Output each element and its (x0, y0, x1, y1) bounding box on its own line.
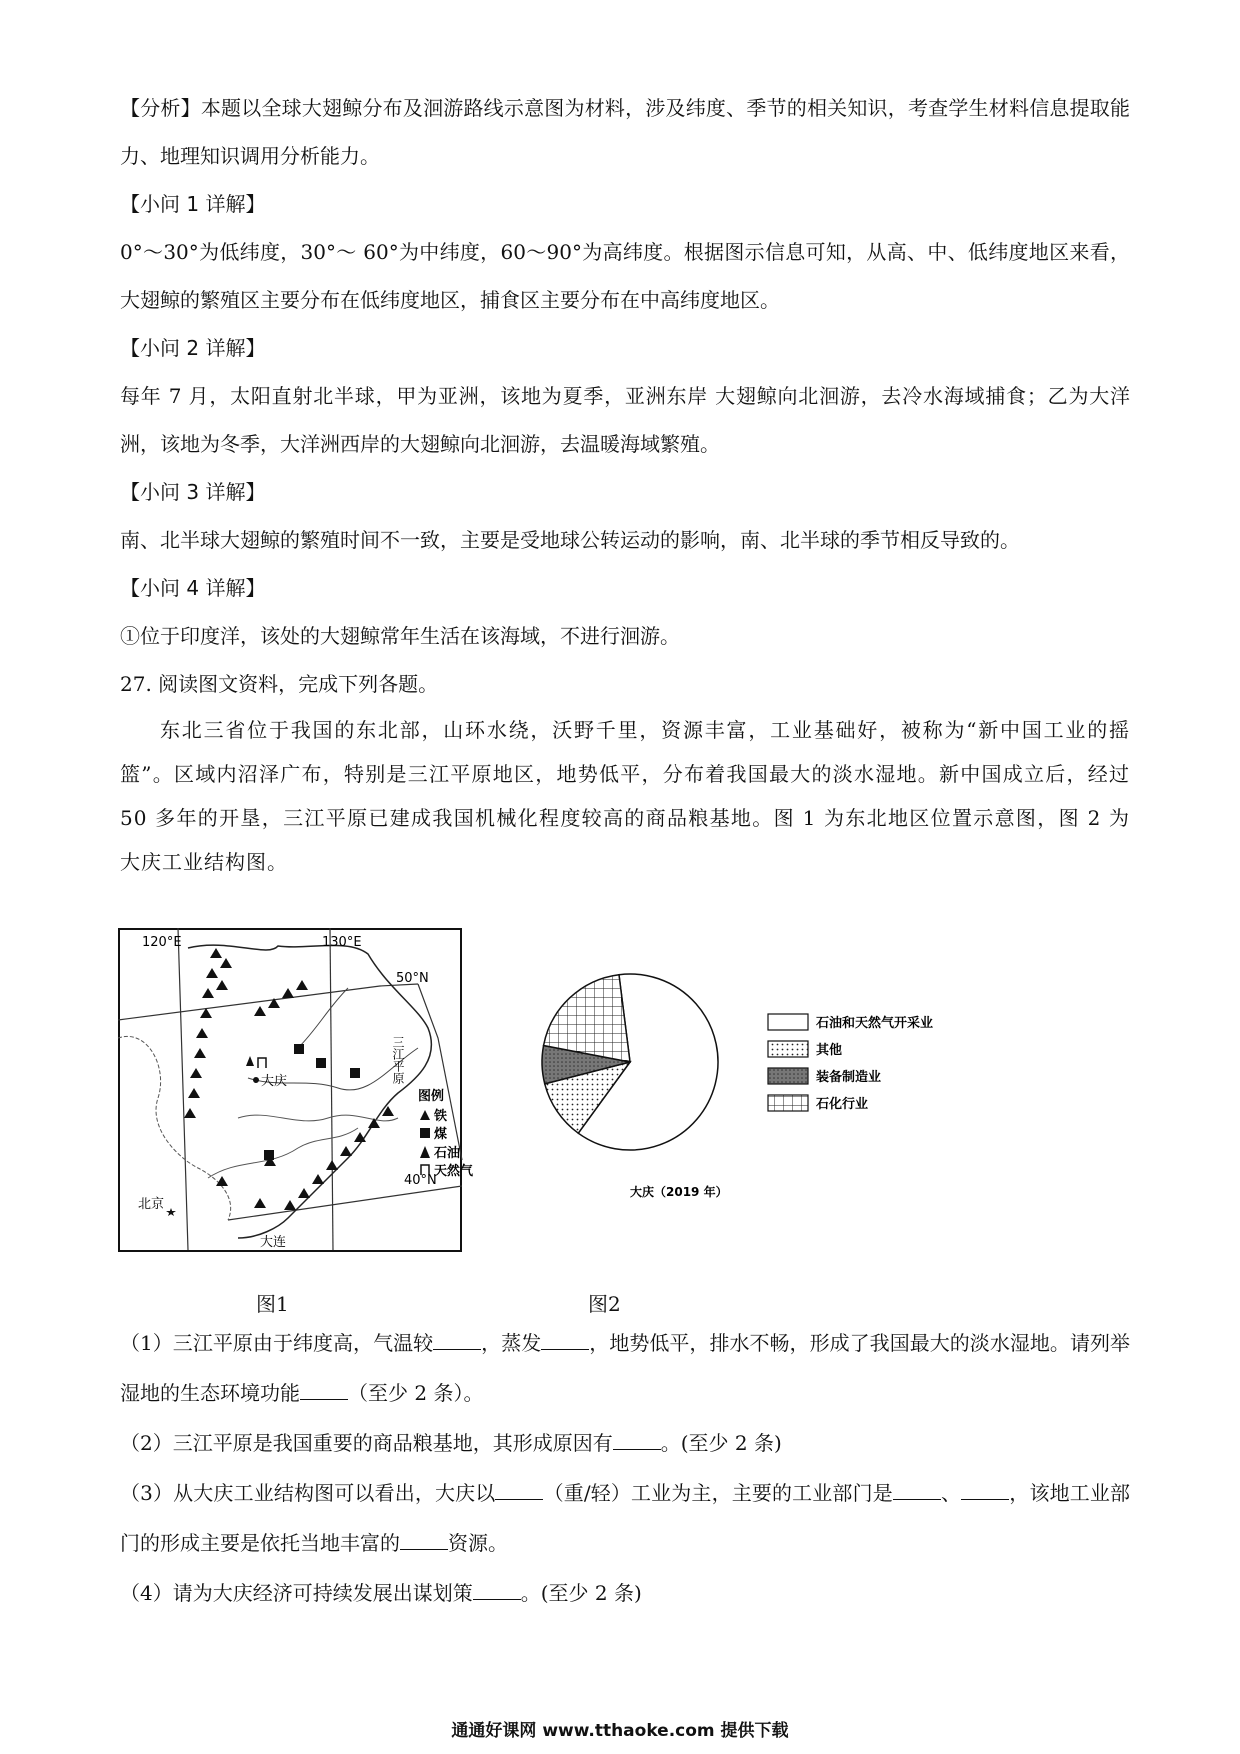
figure-1-caption: 图1 (256, 1292, 289, 1316)
region-sanjiang: 三江平原 (391, 1036, 405, 1084)
daqing-point (253, 1077, 259, 1083)
q2-part-a: （2）三江平原是我国重要的商品粮基地，其形成原因有 (120, 1431, 613, 1455)
coal-symbol-2 (316, 1058, 326, 1068)
figure-2-caption: 图2 (588, 1292, 621, 1316)
q3-blank-3[interactable] (961, 1479, 1009, 1500)
legend-title: 图例 (418, 1089, 445, 1104)
legend-item-gas: 天然气 (434, 1164, 474, 1179)
q1-part-b: ，蒸发 (481, 1331, 542, 1355)
q1-part-c: ，地势低平，排水不畅，形成了我国最大的淡水湿地。请列举湿地的生态环境功能 (120, 1331, 1130, 1405)
q1-text: 0°～30°为低纬度，30°～ 60°为中纬度，60～90°为高纬度。根据图示信息可知，从高、中、低纬度地区来看，大翅鲸的繁殖区主要分布在低纬度地区，捕食区主要分布在中高纬度地区。 (120, 240, 1130, 312)
lat-40-label: 40°N (404, 1173, 437, 1188)
q3-part-c: 、 (940, 1481, 962, 1505)
q1-blank-1[interactable] (433, 1329, 481, 1350)
q3-blank-4[interactable] (400, 1529, 448, 1550)
city-dalian: 大连 (260, 1235, 287, 1250)
q3-part-d: ，该地工业部门的形成主要是依托当地丰富的 (120, 1481, 1131, 1555)
q2-part-b: 。(至少 2 条) (660, 1431, 782, 1455)
q3-part-e: 资源。 (448, 1531, 508, 1555)
analysis-heading: 【分析】 (120, 96, 201, 120)
chart-title: 大庆（2019 年） (630, 1185, 728, 1199)
legend-item-iron: 铁 (434, 1109, 448, 1124)
q2-blank[interactable] (613, 1429, 661, 1450)
q4-heading: 【小问 4 详解】 (120, 576, 266, 600)
lon-120-label: 120°E (142, 935, 182, 950)
legend-other-swatch (768, 1041, 808, 1057)
legend-item-oil: 石油 (434, 1146, 461, 1161)
analysis-text: 本题以全球大翅鲸分布及洄游路线示意图为材料，涉及纬度、季节的相关知识，考查学生材料信息提取能力、地理知识调用分析能力。 (120, 96, 1131, 168)
q4-part-a: （4）请为大庆经济可持续发展出谋划策 (120, 1581, 473, 1605)
legend-item-coal: 煤 (434, 1127, 448, 1142)
q2-heading: 【小问 2 详解】 (120, 336, 266, 360)
lon-130-label: 130°E (322, 935, 362, 950)
q3-part-a: （3）从大庆工业结构图可以看出，大庆以 (120, 1481, 496, 1505)
q3-heading: 【小问 3 详解】 (120, 480, 266, 504)
question-4 (120, 1568, 1130, 1618)
legend-oil-gas-label: 石油和天然气开采业 (816, 1016, 934, 1031)
answer-section (120, 84, 1130, 884)
q3-blank-1[interactable] (495, 1479, 543, 1500)
lat-50-label: 50°N (396, 971, 429, 986)
figure-1-map (118, 928, 474, 1268)
question-1 (120, 1318, 1130, 1418)
question-27-passage: 东北三省位于我国的东北部，山环水绕，沃野千里，资源丰富，工业基础好，被称为“新中国工业的摇篮”。区域内沼泽广布，特别是三江平原地区，地势低平，分布着我国最大的淡水湿地。新中国成立后，经过 50 多年的开垦，三江平原已建成我国机械化程度较高的商品粮基地。图 1 为东北地区位置示意图，图 2 为大庆工业结构图。 (120, 718, 1130, 874)
coal-symbol-3 (350, 1068, 360, 1078)
coal-symbol (294, 1044, 304, 1054)
q4-blank[interactable] (473, 1579, 521, 1600)
legend-petrochemical-swatch (768, 1095, 808, 1111)
pie-legend (768, 1014, 933, 1112)
legend-coal-icon (420, 1128, 430, 1138)
q2-text: 每年 7 月，太阳直射北半球，甲为亚洲，该地为夏季，亚洲东岸 大翅鲸向北洄游，去冷水海域捕食；乙为大洋洲，该地为冬季，大洋洲西岸的大翅鲸向北洄游，去温暖海域繁殖。 (120, 384, 1130, 456)
q4-text: ①位于印度洋，该处的大翅鲸常年生活在该海域，不进行洄游。 (120, 624, 680, 648)
q4-part-b: 。(至少 2 条) (520, 1581, 642, 1605)
q3-blank-2[interactable] (893, 1479, 941, 1500)
q3-text: 南、北半球大翅鲸的繁殖时间不一致，主要是受地球公转运动的影响，南、北半球的季节相反导致的。 (120, 528, 1020, 552)
legend-petrochemical-label: 石化行业 (816, 1097, 869, 1112)
q1-heading: 【小问 1 详解】 (120, 192, 266, 216)
legend-oil-gas-swatch (768, 1014, 808, 1030)
legend-equipment-swatch (768, 1068, 808, 1084)
pie (542, 974, 718, 1150)
figure-2-pie-chart (540, 952, 1000, 1272)
legend-equipment-label: 装备制造业 (816, 1070, 882, 1085)
analysis-paragraph (120, 84, 1130, 180)
legend-other-label: 其他 (816, 1043, 843, 1058)
city-beijing: 北京 (138, 1197, 165, 1212)
question-27-stem: 27. 阅读图文资料，完成下列各题。 (120, 672, 439, 696)
q3-part-b: （重/轻）工业为主，主要的工业部门是 (543, 1481, 893, 1505)
q1-part-a: （1）三江平原由于纬度高，气温较 (120, 1331, 434, 1355)
page-footer: 通通好课网 www.tthaoke.com 提供下载 (451, 1721, 789, 1741)
question-3 (120, 1468, 1130, 1568)
question-2 (120, 1418, 1130, 1468)
q1-blank-3[interactable] (300, 1379, 348, 1400)
city-daqing: 大庆 (261, 1074, 288, 1089)
q1-blank-2[interactable] (541, 1329, 589, 1350)
q1-part-d: （至少 2 条）。 (348, 1381, 484, 1405)
question-list (120, 1318, 1130, 1618)
